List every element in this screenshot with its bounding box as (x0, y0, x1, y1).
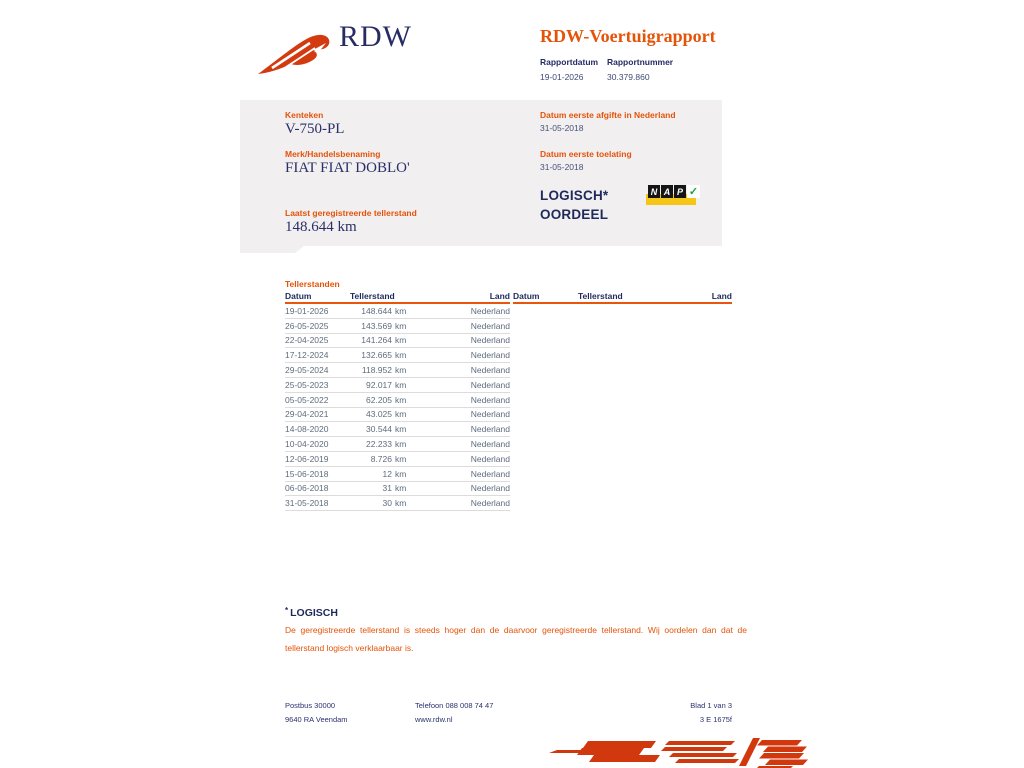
odometer-unit: km (395, 453, 407, 464)
table-header-row (285, 291, 510, 304)
odometer-value: 148.644 (361, 305, 392, 316)
odometer-unit: km (395, 335, 407, 346)
laatste-tellerstand-value: 148.644 km (285, 219, 357, 235)
footer-page-number: Blad 1 van 3 (690, 701, 732, 710)
cell-datum: 06-06-2018 (285, 483, 329, 494)
cell-land: Nederland (470, 394, 510, 405)
table-row (285, 408, 510, 423)
cell-datum: 29-04-2021 (285, 409, 329, 420)
table-row (285, 378, 510, 393)
cell-datum: 22-04-2025 (285, 335, 329, 346)
odometer-unit: km (395, 320, 407, 331)
cell-land: Nederland (470, 365, 510, 376)
cell-tellerstand (350, 454, 445, 464)
table-header-row (513, 291, 732, 304)
table-row (285, 482, 510, 497)
laatste-tellerstand-label: Laatst geregistreerde tellerstand (285, 208, 417, 218)
table-row (285, 452, 510, 467)
cell-datum: 12-06-2019 (285, 453, 329, 464)
cell-land: Nederland (470, 305, 510, 316)
eerste-afgifte-value: 31-05-2018 (540, 123, 584, 133)
cell-tellerstand (350, 483, 445, 493)
rdw-wing-logo-icon (256, 22, 336, 78)
cell-land: Nederland (470, 468, 510, 479)
odometer-unit: km (395, 468, 407, 479)
cell-land: Nederland (470, 409, 510, 420)
cell-land: Nederland (470, 320, 510, 331)
oordeel-text (540, 186, 608, 224)
odometer-value: 12 (382, 468, 392, 479)
rapportnummer-field (607, 57, 673, 82)
cell-tellerstand (350, 350, 445, 360)
odometer-value: 30.544 (366, 424, 392, 435)
cell-datum: 29-05-2024 (285, 365, 329, 376)
eerste-afgifte-label: Datum eerste afgifte in Nederland (540, 110, 676, 120)
report-meta (540, 57, 673, 82)
header-land: Land (711, 291, 732, 301)
cell-datum: 15-06-2018 (285, 468, 329, 479)
cell-tellerstand (350, 321, 445, 331)
rapportnummer-label: Rapportnummer (607, 57, 674, 67)
odometer-value: 30 (382, 498, 392, 509)
cell-land: Nederland (470, 335, 510, 346)
eerste-toelating-value: 31-05-2018 (540, 162, 584, 172)
kenteken-label: Kenteken (285, 110, 324, 120)
odometer-value: 43.025 (366, 409, 392, 420)
cell-tellerstand (350, 335, 445, 345)
cell-tellerstand (350, 409, 445, 419)
merk-value: FIAT FIAT DOBLO' (285, 160, 410, 176)
brand-wordmark: RDW (339, 20, 412, 53)
oordeel-line1: LOGISCH* (540, 188, 609, 203)
oordeel-line2: OORDEEL (540, 207, 609, 222)
odometer-value: 22.233 (366, 439, 392, 450)
merk-label: Merk/Handelsbenaming (285, 149, 381, 159)
odometer-value: 62.205 (366, 394, 392, 405)
cell-land: Nederland (470, 439, 510, 450)
cell-tellerstand (350, 380, 445, 390)
odometer-value: 92.017 (366, 379, 392, 390)
cell-land: Nederland (470, 379, 510, 390)
nap-checkmark-icon: ✓ (688, 186, 699, 198)
cell-datum: 17-12-2024 (285, 350, 329, 361)
cell-datum: 14-08-2020 (285, 424, 329, 435)
nap-letter-p: P (674, 185, 686, 198)
rdw-stripes-art-icon (543, 736, 808, 768)
footnote-title-text: LOGISCH (290, 607, 338, 619)
cell-datum: 10-04-2020 (285, 439, 329, 450)
table-row (285, 363, 510, 378)
eerste-toelating-label: Datum eerste toelating (540, 149, 632, 159)
odometer-unit: km (395, 498, 407, 509)
header-land: Land (489, 291, 510, 301)
table-row (285, 348, 510, 363)
odometer-unit: km (395, 305, 407, 316)
tellerstanden-table-right (513, 291, 732, 304)
cell-tellerstand (350, 424, 445, 434)
odometer-unit: km (395, 424, 407, 435)
odometer-value: 31 (382, 483, 392, 494)
rapportnummer-value: 30.379.860 (607, 72, 650, 82)
tellerstanden-rows (285, 304, 510, 511)
cell-datum: 05-05-2022 (285, 394, 329, 405)
cell-datum: 25-05-2023 (285, 379, 329, 390)
odometer-unit: km (395, 350, 407, 361)
table-row (285, 422, 510, 437)
odometer-unit: km (395, 394, 407, 405)
kenteken-value: V-750-PL (285, 121, 345, 137)
cell-land: Nederland (470, 350, 510, 361)
odometer-unit: km (395, 439, 407, 450)
footer-phone: Telefoon 088 008 74 47 (415, 701, 494, 710)
odometer-unit: km (395, 379, 407, 390)
odometer-unit: km (395, 483, 407, 494)
odometer-value: 8.726 (370, 453, 392, 464)
table-row (285, 437, 510, 452)
nap-letter-tiles (648, 185, 700, 198)
nap-letter-n: N (648, 185, 660, 198)
nap-logo-icon (646, 185, 702, 209)
header-tellerstand: Tellerstand (578, 291, 623, 301)
nap-letter-a: A (661, 185, 673, 198)
table-row (285, 496, 510, 511)
table-row (285, 467, 510, 482)
footer-form-code: 3 E 1675f (699, 715, 732, 724)
cell-datum: 31-05-2018 (285, 498, 329, 509)
cell-tellerstand (350, 498, 445, 508)
header-datum: Datum (285, 291, 312, 301)
odometer-unit: km (395, 365, 407, 376)
table-row (285, 393, 510, 408)
cell-tellerstand (350, 306, 445, 316)
tellerstanden-section-title: Tellerstanden (285, 279, 340, 289)
cell-datum: 19-01-2026 (285, 305, 329, 316)
vehicle-summary-box-tail (240, 246, 304, 253)
footnote-title (285, 606, 338, 619)
odometer-value: 118.952 (361, 365, 392, 376)
cell-datum: 26-05-2025 (285, 320, 329, 331)
tellerstanden-table-left (285, 291, 510, 511)
footer-address-line1: Postbus 30000 (285, 701, 336, 710)
rapportdatum-label: Rapportdatum (540, 57, 599, 67)
cell-tellerstand (350, 395, 445, 405)
odometer-unit: km (395, 409, 407, 420)
cell-land: Nederland (470, 498, 510, 509)
page-title: RDW-Voertuigrapport (540, 26, 716, 46)
header-tellerstand: Tellerstand (350, 291, 395, 301)
header-datum: Datum (513, 291, 540, 301)
cell-land: Nederland (470, 483, 510, 494)
odometer-value: 143.569 (361, 320, 392, 331)
footer-website: www.rdw.nl (415, 715, 453, 724)
cell-tellerstand (350, 365, 445, 375)
footnote-text: De geregistreerde tellerstand is steeds hoger dan de daarvoor geregistreerde tellerstand. Wij oordelen dan dat de tellerstand logisch verklaarbaar is. (285, 625, 747, 653)
table-row (285, 304, 510, 319)
odometer-value: 141.264 (361, 335, 392, 346)
cell-tellerstand (350, 439, 445, 449)
cell-land: Nederland (470, 453, 510, 464)
table-row (285, 334, 510, 349)
footnote-asterisk: * (285, 606, 289, 615)
odometer-value: 132.665 (361, 350, 392, 361)
cell-tellerstand (350, 469, 445, 479)
cell-land: Nederland (470, 424, 510, 435)
rapportdatum-value: 19-01-2026 (540, 72, 584, 82)
table-row (285, 319, 510, 334)
footer-address-line2: 9640 RA Veendam (285, 715, 348, 724)
rapportdatum-field (540, 57, 599, 82)
